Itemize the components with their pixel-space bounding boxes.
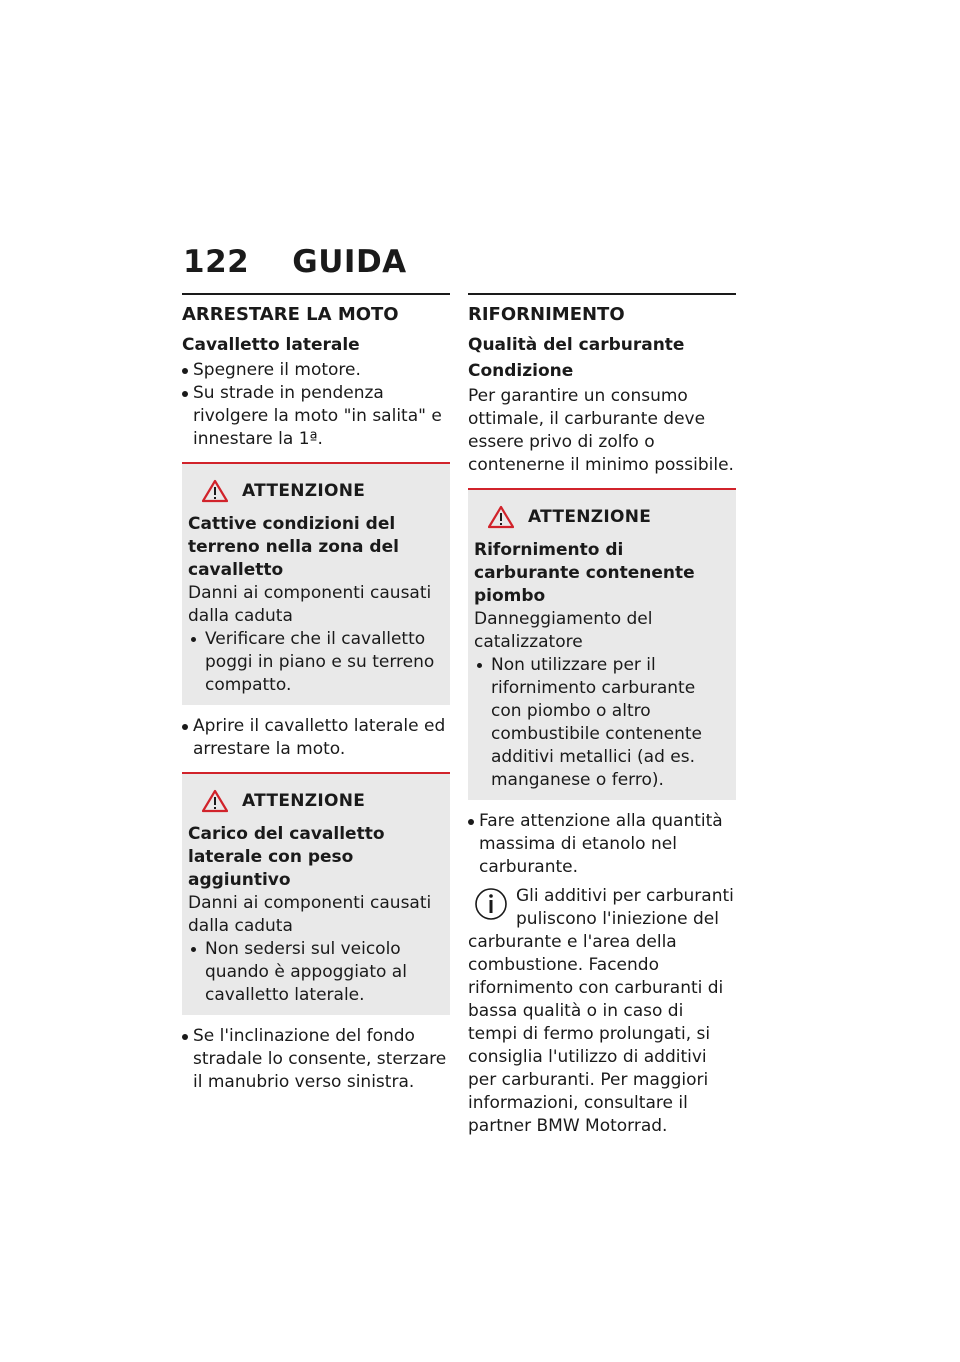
chapter-title: GUIDA bbox=[292, 244, 407, 280]
warning-title: ATTENZIONE bbox=[242, 791, 366, 811]
warning-triangle-icon bbox=[202, 479, 228, 503]
info-text: Gli additivi per carburanti puliscono l'iniezione del carburante e l'area della combustione. Facendo rifornimento con carburanti di bassa qualità o in caso di tempi di fermo prolungati, si consiglia l'utilizzo di additivi per carburanti. Per maggiori informazioni, consultare il partner BMW Motorrad. bbox=[468, 886, 734, 1136]
section-rule bbox=[182, 293, 450, 295]
warning-item: Non sedersi sul veicolo quando è appoggiato al cavalletto laterale. bbox=[188, 938, 444, 1007]
subtitle: Cavalletto laterale bbox=[182, 335, 360, 355]
subtitle: Qualità del carburante bbox=[468, 335, 685, 355]
list-item: Aprire il cavalletto laterale ed arrestare la moto. bbox=[182, 715, 450, 761]
section-title: ARRESTARE LA MOTO bbox=[182, 304, 399, 325]
section-rule bbox=[468, 293, 736, 295]
info-note bbox=[468, 885, 736, 1138]
list-item: Su strade in pendenza rivolgere la moto "in salita" e innestare la 1ª. bbox=[182, 382, 450, 451]
warning-text: Danni ai componenti causati dalla caduta bbox=[188, 893, 432, 936]
warning-heading: Rifornimento di carburante contenente piombo bbox=[474, 540, 695, 606]
warning-title: ATTENZIONE bbox=[528, 507, 652, 527]
page-header bbox=[183, 244, 407, 280]
warning-box bbox=[182, 772, 450, 1015]
list-item: Spegnere il motore. bbox=[182, 359, 450, 382]
section-title: RIFORNIMENTO bbox=[468, 304, 625, 325]
warning-text: Danni ai componenti causati dalla caduta bbox=[188, 583, 432, 626]
warning-heading: Cattive condizioni del terreno nella zona del cavalletto bbox=[188, 514, 399, 580]
warning-box bbox=[468, 488, 736, 800]
warning-triangle-icon bbox=[202, 789, 228, 813]
right-column bbox=[468, 293, 736, 1138]
warning-heading: Carico del cavalletto laterale con peso aggiuntivo bbox=[188, 824, 385, 890]
list-item: Fare attenzione alla quantità massima di etanolo nel carburante. bbox=[468, 810, 736, 879]
warning-item: Verificare che il cavalletto poggi in piano e su terreno compatto. bbox=[188, 628, 444, 697]
warning-box bbox=[182, 462, 450, 705]
warning-item: Non utilizzare per il rifornimento carburante con piombo o altro combustibile contenente additivi metallici (ad es. manganese o ferro). bbox=[474, 654, 730, 792]
subtitle: Condizione bbox=[468, 361, 574, 381]
warning-title: ATTENZIONE bbox=[242, 481, 366, 501]
warning-text: Danneggiamento del catalizzatore bbox=[474, 609, 653, 652]
paragraph: Per garantire un consumo ottimale, il carburante deve essere privo di zolfo o contenerne il minimo possibile. bbox=[468, 386, 734, 475]
page-number: 122 bbox=[183, 244, 250, 280]
left-column bbox=[182, 293, 450, 1094]
list-item: Se l'inclinazione del fondo stradale lo consente, sterzare il manubrio verso sinistra. bbox=[182, 1025, 450, 1094]
info-icon bbox=[474, 885, 508, 925]
warning-triangle-icon bbox=[488, 505, 514, 529]
